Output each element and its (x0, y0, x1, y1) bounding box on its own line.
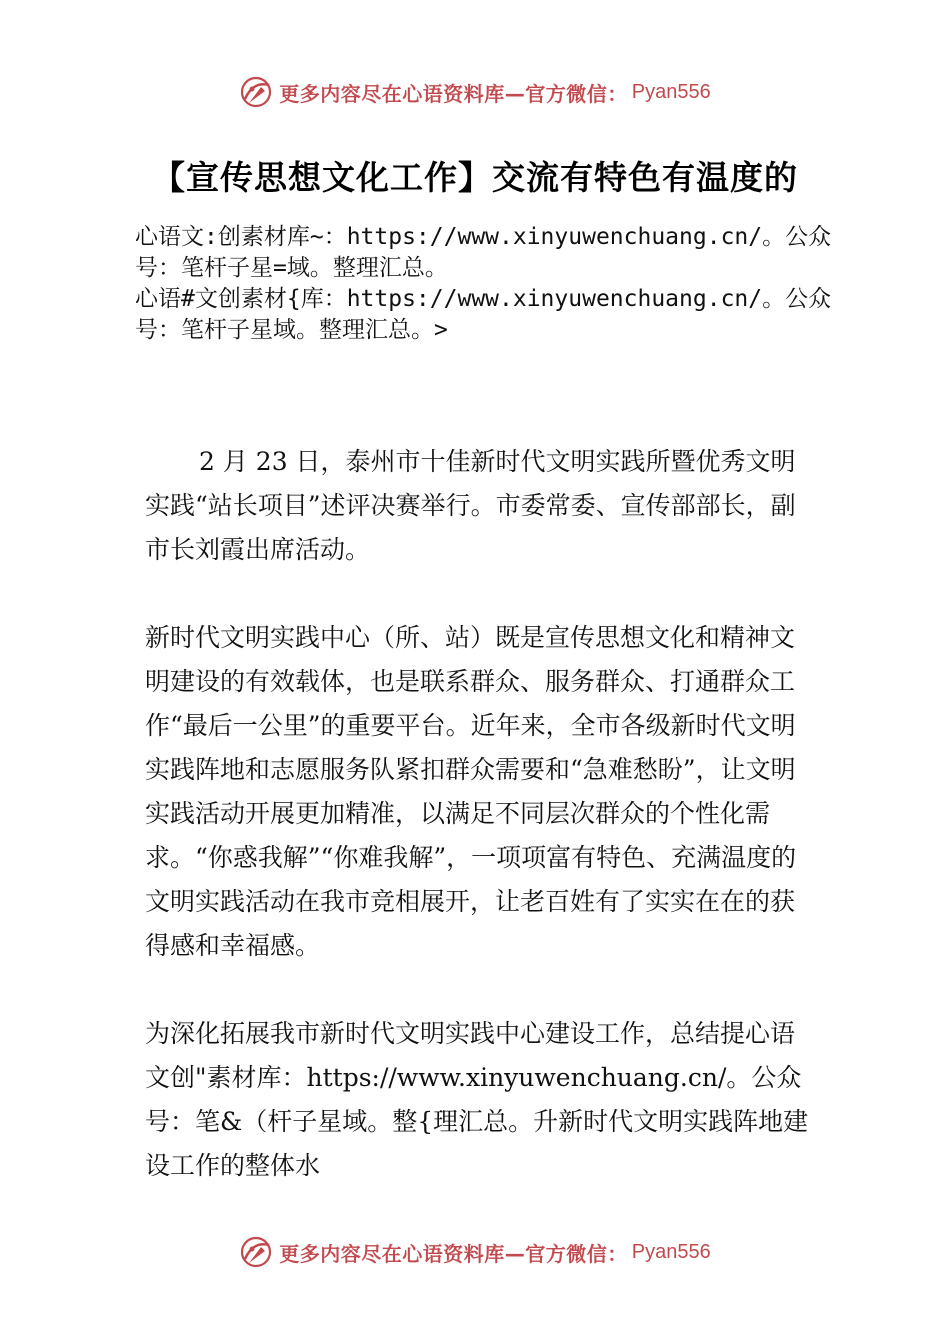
banner-text: 更多内容尽在心语资料库—官方微信： (279, 1241, 628, 1266)
brand-logo-icon (239, 75, 273, 109)
paragraph-1: 2 月 23 日，泰州市十佳新时代文明实践所暨优秀文明实践“站长项目”述评决赛举行。市委常委、宣传部部长，副市长刘霞出席活动。 (145, 447, 796, 564)
banner-wechat-id: Pyan556 (631, 1240, 711, 1263)
paragraph-2: 新时代文明实践中心（所、站）既是宣传思想文化和精神文明建设的有效载体，也是联系群众、服务群众、打通群众工作“最后一公里”的重要平台。近年来，全市各级新时代文明实践阵地和志愿服务队紧扣群众需要和“急难愁盼”，让文明实践活动开展更加精准，以满足不同层次群众的个性化需求。“你惑我解”“你难我解”，一项项富有特色、充满温度的文明实践活动在我市竞相展开，让老百姓有了实实在在的获得感和幸福感。 (145, 623, 797, 960)
document-title: 【宣传思想文化工作】交流有特色有温度的 (152, 158, 798, 197)
brand-logo-icon (239, 1235, 273, 1269)
header-banner (0, 72, 950, 112)
banner-text: 更多内容尽在心语资料库—官方微信： (279, 81, 628, 106)
footer-banner (0, 1232, 950, 1272)
meta-line-2: 心语#文创素材{库：https://www.xinyuwenchuang.cn/。公众号：笔杆子星域。整理汇总。> (135, 286, 832, 343)
banner-wechat-id: Pyan556 (631, 80, 711, 103)
meta-line-1: 心语文:创素材库~：https://www.xinyuwenchuang.cn/。公众号：笔杆子星=域。整理汇总。 (135, 224, 832, 281)
paragraph-3: 为深化拓展我市新时代文明实践中心建设工作，总结提心语文创"素材库：https://www.xinyuwenchuang.cn/。公众号：笔&（杆子星域。整{理汇总。升新时代文明实践阵地建设工作的整体水 (145, 1019, 809, 1180)
